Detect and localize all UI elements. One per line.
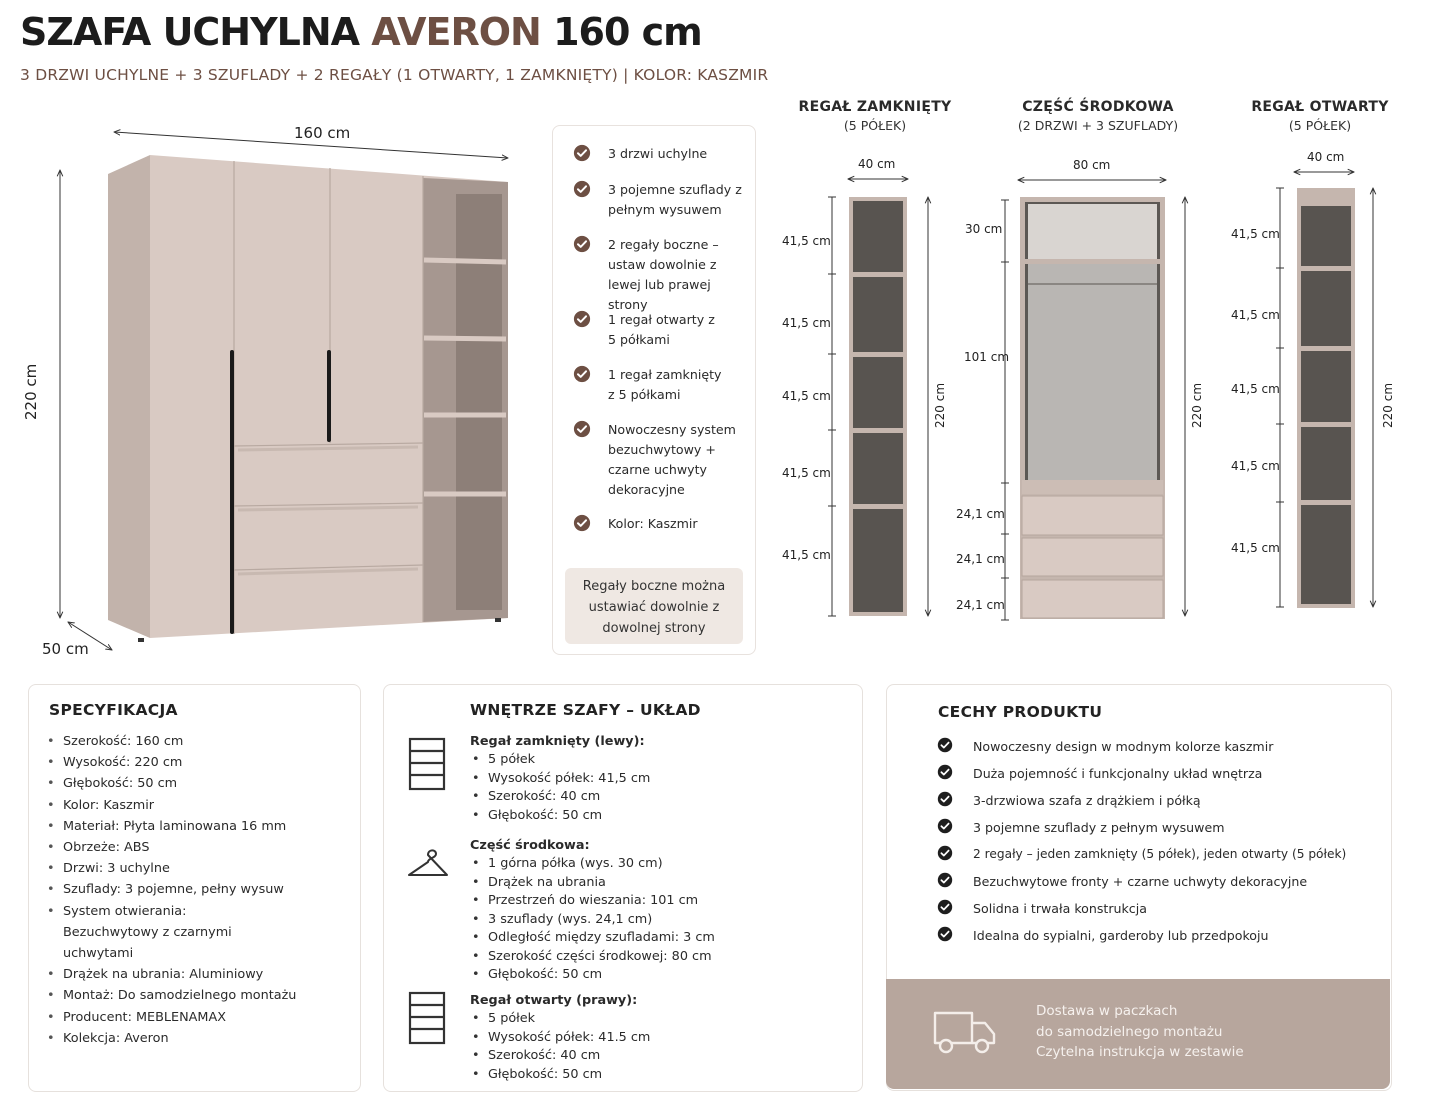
delivery-text: Dostawa w paczkach do samodzielnego montażu Czytelna instrukcja w zestawie	[1036, 1003, 1244, 1060]
check-circle-icon	[937, 791, 953, 807]
check-circle-icon	[937, 737, 953, 753]
spec-item: • Montaż: Do samodzielnego montażu	[47, 985, 347, 1006]
spec-item: • Producent: MEBLENAMAX	[47, 1007, 347, 1028]
wardrobe-side-panel	[108, 155, 150, 638]
spec-item: • Wysokość: 220 cm	[47, 752, 347, 773]
open-shelf-height-5: 41,5 cm	[1231, 541, 1280, 555]
middle-part-title: CZĘŚĆ ŚRODKOWA	[1022, 99, 1174, 115]
interior-card	[383, 684, 863, 1092]
spec-item: • Drążek na ubrania: Aluminiowy	[47, 964, 347, 985]
interior-item: • Szerokość: 40 cm	[470, 788, 850, 807]
interior-item: • Przestrzeń do wieszania: 101 cm	[470, 892, 850, 911]
closed-shelf-title: REGAŁ ZAMKNIĘTY	[798, 99, 952, 115]
middle-hanging-height: 101 cm	[964, 350, 1010, 364]
spec-list	[47, 731, 347, 1049]
interior-item: • Wysokość półek: 41,5 cm	[470, 770, 850, 789]
interior-item: • Głębokość: 50 cm	[470, 966, 850, 985]
middle-width-label: 80 cm	[1073, 158, 1111, 172]
spec-card	[28, 684, 361, 1092]
features-card: 3 drzwi uchylne 3 pojemne szuflady z pełnym wysuwem 2 regały boczne – ustaw dowolnie z lewej lub prawej strony 1 regał otwarty z 5 półkami 1 regał zamknięty z 5 półkami Nowoczesny system bezuchwytowy + czarne uchwyty dekoracyjne Kolor: Kaszmir Regały boczne można ustawiać dowolnie z dowolnej strony	[552, 125, 756, 655]
check-circle-icon	[573, 365, 591, 383]
interior-item: • Głębokość: 50 cm	[470, 1066, 850, 1085]
interior-item: • Głębokość: 50 cm	[470, 807, 850, 826]
title-brand: AVERON	[371, 10, 541, 54]
spec-item: • Kolekcja: Averon	[47, 1028, 347, 1049]
interior-item: • Szerokość: 40 cm	[470, 1047, 850, 1066]
open-shelf-title: REGAŁ OTWARTY	[1251, 99, 1389, 115]
spec-item: • Szerokość: 160 cm	[47, 731, 347, 752]
closed-width-label: 40 cm	[858, 157, 896, 171]
side-shelves-note: Regały boczne można ustawiać dowolnie z dowolnej strony	[565, 568, 743, 644]
interior-item: • 3 szuflady (wys. 24,1 cm)	[470, 911, 850, 930]
wardrobe-drawing	[20, 110, 520, 670]
interior-section-middle: Część środkowa: • 1 górna półka (wys. 30 cm) • Drążek na ubrania • Przestrzeń do wieszania: 101 cm • 3 szuflady (wys. 24,1 cm) • Odległość między szufladami: 3 cm • Szerokość części środkowej: 80 cm • Głębokość: 50 cm	[470, 836, 850, 985]
interior-item: • Wysokość półek: 41.5 cm	[470, 1029, 850, 1048]
interior-title: WNĘTRZE SZAFY – UKŁAD	[470, 701, 701, 719]
check-circle-icon	[937, 872, 953, 888]
check-circle-icon	[937, 818, 953, 834]
spec-item: • Obrzeże: ABS	[47, 837, 347, 858]
depth-label: 50 cm	[42, 640, 89, 658]
title-part1: SZAFA UCHYLNA	[20, 10, 360, 54]
open-height-label: 220 cm	[1381, 382, 1395, 428]
spec-item: • Drzwi: 3 uchylne	[47, 858, 347, 879]
check-circle-icon	[937, 926, 953, 942]
middle-part-subtitle: (2 DRZWI + 3 SZUFLADY)	[1017, 118, 1179, 133]
spec-item: • Materiał: Płyta laminowana 16 mm	[47, 816, 347, 837]
interior-section-left: Regał zamknięty (lewy): • 5 półek • Wysokość półek: 41,5 cm • Szerokość: 40 cm • Głębokość: 50 cm	[470, 732, 850, 825]
drawer-height-2: 24,1 cm	[956, 552, 1005, 566]
closed-shelf-height-3: 41,5 cm	[782, 389, 831, 403]
middle-height-label: 220 cm	[1190, 382, 1204, 428]
check-circle-icon	[573, 420, 591, 438]
check-circle-icon	[573, 310, 591, 328]
closed-shelf-height-2: 41,5 cm	[782, 316, 831, 330]
interior-item: • 1 górna półka (wys. 30 cm)	[470, 855, 850, 874]
check-circle-icon	[937, 764, 953, 780]
page-subtitle: 3 DRZWI UCHYLNE + 3 SZUFLADY + 2 REGAŁY (1 OTWARTY, 1 ZAMKNIĘTY) | KOLOR: KASZMIR	[20, 66, 769, 84]
open-width-label: 40 cm	[1307, 150, 1345, 164]
shelf-unit-icon	[408, 991, 448, 1045]
interior-section-right: Regał otwarty (prawy): • 5 półek • Wysokość półek: 41.5 cm • Szerokość: 40 cm • Głębokość: 50 cm	[470, 991, 850, 1084]
interior-item: • Odległość między szufladami: 3 cm	[470, 929, 850, 948]
closed-shelf-height-1: 41,5 cm	[782, 234, 831, 248]
drawer-height-3: 24,1 cm	[956, 598, 1005, 612]
hanger-icon	[406, 845, 450, 881]
drawer-height-1: 24,1 cm	[956, 507, 1005, 521]
closed-shelf-subtitle: (5 PÓŁEK)	[843, 118, 907, 133]
open-shelf-height-3: 41,5 cm	[1231, 382, 1280, 396]
height-label: 220 cm	[22, 363, 40, 420]
open-shelf-height-2: 41,5 cm	[1231, 308, 1280, 322]
open-shelf-height-1: 41,5 cm	[1231, 227, 1280, 241]
spec-item: • System otwierania: Bezuchwytowy z czarnymi uchwytami	[47, 901, 273, 965]
open-shelf-height-4: 41,5 cm	[1231, 459, 1280, 473]
check-circle-icon	[573, 144, 591, 162]
closed-shelf-height-5: 41,5 cm	[782, 548, 831, 562]
spec-item: • Szuflady: 3 pojemne, pełny wysuw	[47, 879, 347, 900]
check-circle-icon	[573, 514, 591, 532]
open-shelf-subtitle: (5 PÓŁEK)	[1288, 118, 1352, 133]
truck-icon	[932, 1007, 998, 1057]
check-circle-icon	[937, 845, 953, 861]
product-features-title: CECHY PRODUKTU	[938, 703, 1103, 721]
interior-item: • Szerokość części środkowej: 80 cm	[470, 948, 850, 967]
check-circle-icon	[573, 180, 591, 198]
closed-shelf-height-4: 41,5 cm	[782, 466, 831, 480]
closed-height-label: 220 cm	[933, 382, 947, 428]
interior-item: • Drążek na ubrania	[470, 874, 850, 893]
product-features-card: CECHY PRODUKTU Nowoczesny design w modnym kolorze kaszmir Duża pojemność i funkcjonalny układ wnętrza 3-drzwiowa szafa z drążkiem i półką 3 pojemne szuflady z pełnym wysuwem 2 regały – jeden zamknięty (5 półek), jeden otwarty (5 półek) Bezuchwytowe fronty + czarne uchwyty dekoracyjne Solidna i trwała konstrukcja Idealna do sypialni, garderoby lub przedpokoju	[886, 684, 1392, 1091]
check-circle-icon	[573, 235, 591, 253]
title-part2: 160 cm	[553, 10, 702, 54]
shelf-unit-icon	[408, 737, 448, 791]
spec-title: SPECYFIKACJA	[49, 701, 178, 719]
interior-item: • 5 półek	[470, 1010, 850, 1029]
check-circle-icon	[937, 899, 953, 915]
interior-item: • 5 półek	[470, 751, 850, 770]
spec-item: • Głębokość: 50 cm	[47, 773, 347, 794]
spec-item: • Kolor: Kaszmir	[47, 795, 347, 816]
delivery-banner	[886, 979, 1390, 1089]
width-label: 160 cm	[294, 124, 351, 142]
middle-top-shelf-height: 30 cm	[965, 222, 1003, 236]
page-title	[20, 10, 702, 54]
